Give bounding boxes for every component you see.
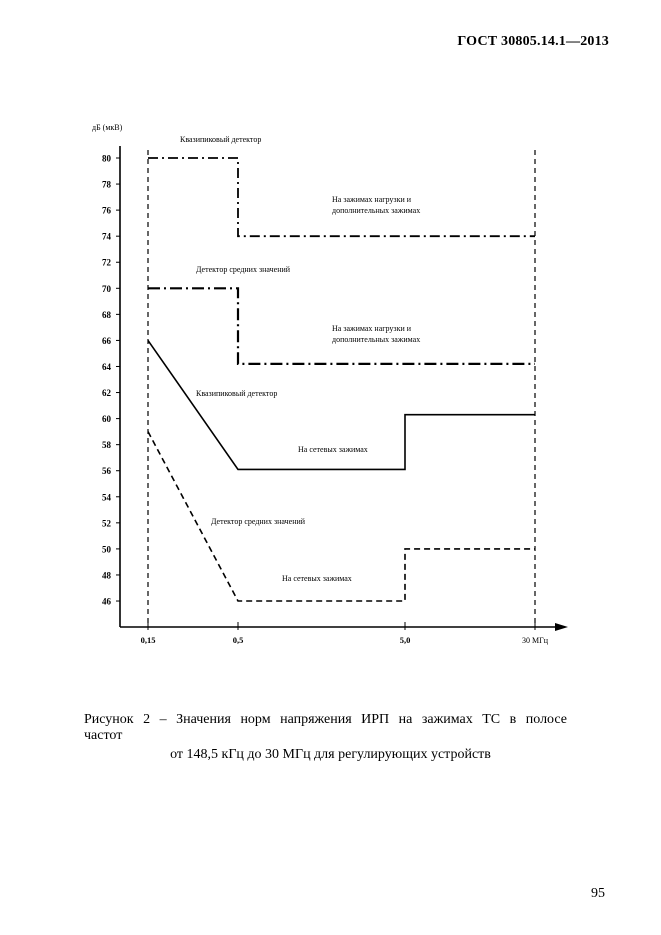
y-tick-label: 74 bbox=[102, 231, 111, 242]
y-tick-label: 54 bbox=[102, 492, 111, 503]
chart-annotation: Квазипиковый детектор bbox=[196, 389, 278, 398]
y-axis-label: дБ (мкВ) bbox=[92, 123, 123, 132]
y-tick-label: 72 bbox=[102, 257, 111, 268]
x-tick-label: 5,0 bbox=[399, 635, 411, 645]
y-tick-label: 48 bbox=[102, 570, 111, 581]
chart-annotation: Квазипиковый детектор bbox=[180, 135, 262, 144]
x-axis-arrow bbox=[555, 623, 568, 631]
y-tick-label: 52 bbox=[102, 518, 111, 529]
y-tick-label: 78 bbox=[102, 179, 111, 190]
x-tick-label: 0,15 bbox=[140, 635, 156, 645]
y-tick-label: 68 bbox=[102, 309, 111, 320]
chart-annotation: На сетевых зажимах bbox=[282, 574, 352, 583]
y-tick-label: 66 bbox=[102, 335, 111, 346]
page-number: 95 bbox=[591, 886, 605, 901]
y-tick-label: 62 bbox=[102, 388, 111, 399]
y-tick-label: 76 bbox=[102, 205, 111, 216]
y-tick-label: 58 bbox=[102, 440, 111, 451]
y-tick-label: 46 bbox=[102, 596, 111, 607]
chart-annotation: На зажимах нагрузки и bbox=[332, 324, 412, 333]
y-tick-label: 80 bbox=[102, 153, 111, 164]
y-tick-label: 64 bbox=[102, 361, 111, 372]
chart-annotation: На сетевых зажимах bbox=[298, 445, 368, 454]
chart-annotation: Детектор средних значений bbox=[196, 265, 291, 274]
x-tick-label: 30 МГц bbox=[521, 636, 549, 645]
chart-annotation: На зажимах нагрузки и bbox=[332, 195, 412, 204]
x-tick-label: 0,5 bbox=[232, 635, 244, 645]
y-tick-label: 60 bbox=[102, 414, 111, 425]
y-tick-label: 56 bbox=[102, 466, 111, 477]
chart-annotation: Детектор средних значений bbox=[211, 517, 306, 526]
chart-annotation: дополнительных зажимах bbox=[332, 206, 421, 215]
document-header: ГОСТ 30805.14.1—2013 bbox=[457, 34, 609, 49]
y-tick-label: 70 bbox=[102, 283, 111, 294]
y-tick-label: 50 bbox=[102, 544, 111, 555]
chart-annotation: дополнительных зажимах bbox=[332, 335, 421, 344]
figure-caption-line1: Рисунок 2 – Значения норм напряжения ИРП на зажимах ТС в полосе частот bbox=[84, 712, 567, 743]
figure-caption-line2: от 148,5 кГц до 30 МГц для регулирующих устройств bbox=[170, 747, 491, 762]
